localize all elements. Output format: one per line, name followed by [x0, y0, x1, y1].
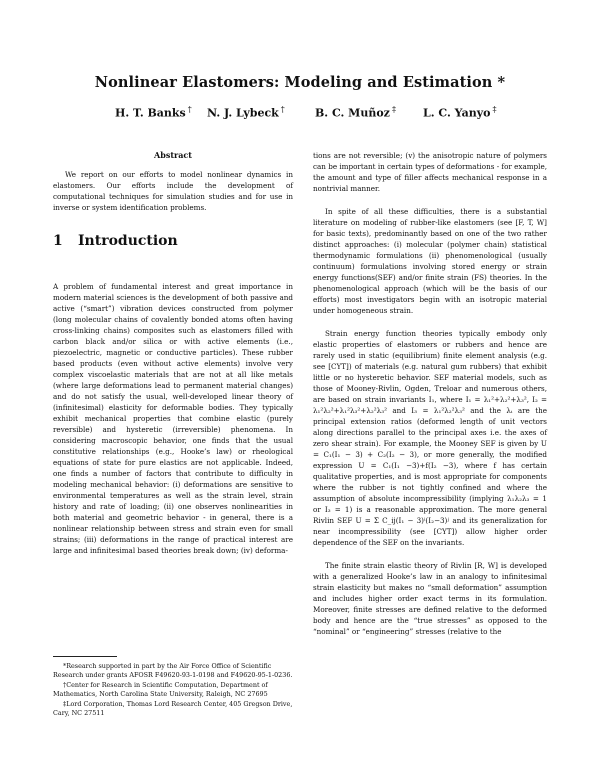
footnote-rule [53, 656, 117, 657]
footnote-ncsu: †Center for Research in Scientific Computation, Department of Mathematics, North Carolina State University, Raleigh, NC 27695 [53, 681, 268, 699]
footnote-funding: *Research supported in part by the Air Force Office of Scientific Research under grants AFOSR F49620-93-1-0198 and F49620-95-1-0236. [53, 662, 293, 680]
right-paragraph-2: In spite of all these difficulties, there is a substantial literature on modeling of rubber-like elastomers (see [F, T, W] for basic texts), predominantly based on one of the two rather distinct approaches: (i) molecular (polymer chain) statistical thermodynamic formulations (ii) phenomenological (usually continuum) formulations involving stored energy or strain energy functions(SEF) and/or finite strain (FS) theories. In the phenomenological approach (which will be the basis of our efforts) most investigators begin with an isotropic material under homogeneous strain. [313, 207, 547, 315]
section-number: 1 [53, 233, 63, 249]
author-lybeck: N. J. Lybeck † [207, 105, 285, 120]
right-paragraph-4: The finite strain elastic theory of Rivlin [R, W] is developed with a generalized Hooke’s law in an analogy to infinitesimal strain elasticity but makes no “small deformation” assumption and includes higher order exact terms in its formulation. Moreover, finite stresses are defined relative to the deformed body and hence are the “true stresses” as opposed to the “nominal” or “engineering” stresses (relative to the [313, 561, 547, 636]
right-paragraph-1: tions are not reversible; (v) the anisotropic nature of polymers can be important in certain types of deformations - for example, the amount and type of filler affects mechanical response in a nontrivial manner. [313, 151, 547, 193]
paper-title: Nonlinear Elastomers: Modeling and Estimation * [94, 74, 506, 91]
left-column [53, 150, 293, 556]
footnotes [53, 662, 293, 719]
footnote-lord: ‡Lord Corporation, Thomas Lord Research Center, 405 Gregson Drive, Cary, NC 27511 [53, 700, 293, 718]
right-column [313, 150, 547, 649]
intro-paragraph-1: A problem of fundamental interest and great importance in modern material sciences is the development of both passive and active (“smart”) vibration devices constructed from polymer (long molecular chains of covalently bonded atoms often having cross-linking chains) composites such as elastomers filled with carbon black and/or silica or with active elements (i.e., piezoelectric, magnetic or conductive particles). These rubber based products (even without active elements) involve very complex viscoelastic materials that are not at all like metals (where large deformations lead to permanent material changes) and do not satisfy the usual, well-developed linear theory of (infinitesimal) elasticity for deformable bodies. They typically exhibit mechanical properties that combine elastic (purely reversible) and hysteretic (irreversible) phenomena. In considering macroscopic behavior, one finds that the usual constitutive relationships (e.g., Hooke’s law) or rheological equations of state for pure elastics are not applicable. Indeed, one finds a number of factors that contribute to difficulty in modeling mechanical behavior: (i) deformations are sensitive to environmental temperatures as well as the strain level, strain history and rate of loading; (ii) one observes nonlinearities in both material and geometric behavior - in general, there is a nonlinear relationship between stress and strain even for small strains; (iii) deformations in the range of practical interest are large and infinitesimal based theories break down; (iv) deforma- [53, 282, 293, 555]
abstract-heading: Abstract [154, 150, 192, 160]
section-heading [53, 232, 293, 250]
author-munoz: B. C. Muñoz ‡ [315, 105, 396, 120]
abstract-body: We report on our efforts to model nonlinear dynamics in elastomers. Our efforts include the development of computational techniques for simulation studies and for use in inverse or system identification problems. [53, 170, 293, 212]
author-yanyo: L. C. Yanyo ‡ [423, 105, 497, 120]
author-banks: H. T. Banks † [115, 105, 192, 120]
right-paragraph-3: Strain energy function theories typically embody only elastic properties of elastomers or rubbers and hence are rarely used in static (equilibrium) finite element analysis (e.g. see [CYT]) of materials (e.g. natural gum rubbers) that exhibit little or no hysteretic behavior. SEF material models, such as those of Mooney-Rivlin, Ogden, Treloar and numerous others, are based on strain invariants I₁, where I₁ = λ₁²+λ₂²+λ₃², I₂ = λ₁²λ₂²+λ₁²λ₃²+λ₂²λ₃² and I₃ = λ₁²λ₂²λ₃² and the λᵢ are the principal extension ratios (deformed length of unit vectors along directions parallel to the principal axes i.e. the axes of zero shear strain). For example, the Mooney SEF is given by U = C₁(I₁ − 3) + C₂(I₂ − 3), or more generally, the modified expression U = C₁(I₁ −3)+f(I₂ −3), where f has certain qualitative properties, and is most appropriate for components where the rubber is not tightly confined and where the assumption of absolute incompressibility (implying λ₁λ₂λ₃ = 1 or I₃ = 1) is a reasonable approximation. The more general Rivlin SEF U = Σ C_ij(I₁ − 3)ⁱ(I₂−3)ʲ and its generalization for near incompressibility (see [CYT]) allow higher order dependence of the SEF on the invariants. [313, 329, 547, 547]
section-title: Introduction [78, 233, 178, 249]
